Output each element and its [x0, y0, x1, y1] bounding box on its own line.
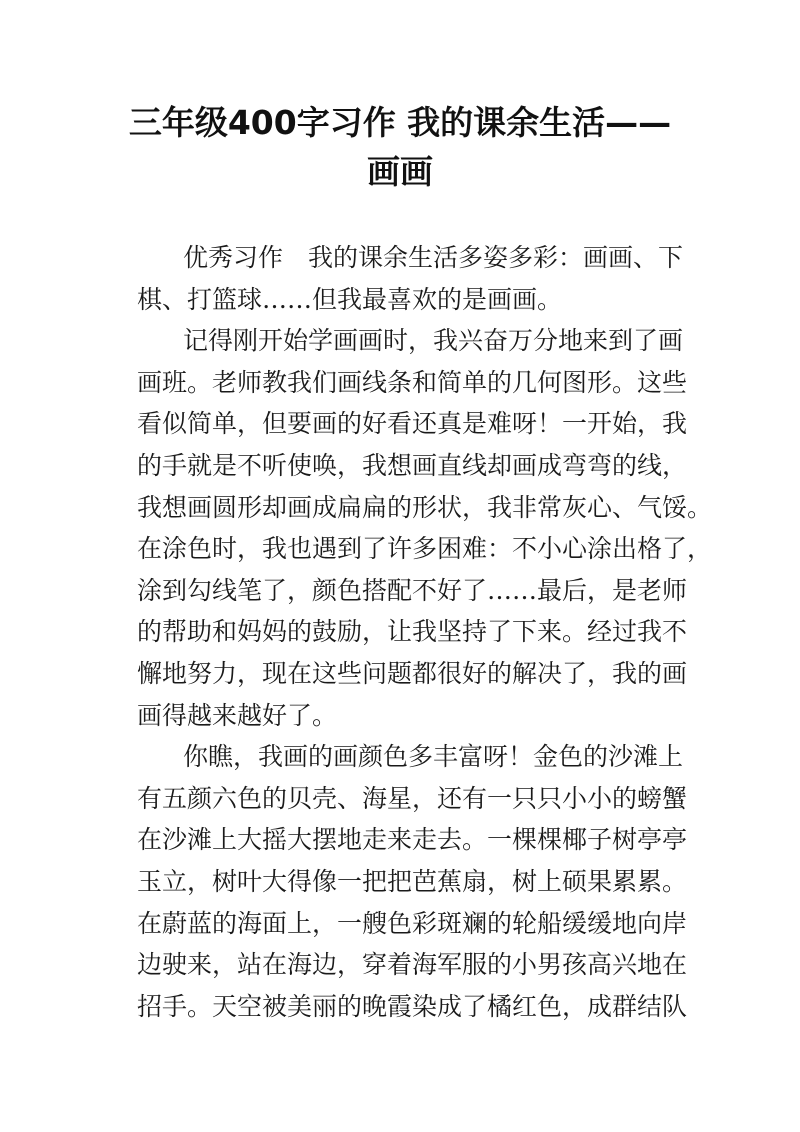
text-line: 有五颜六色的贝壳、海星，还有一只只小小的螃蟹 — [137, 783, 688, 813]
text-line: 画得越来越好了。 — [137, 700, 338, 730]
essay-body — [137, 237, 713, 1027]
document-title — [100, 98, 700, 196]
text-line: 在沙滩上大摇大摆地走来走去。一棵棵椰子树亭亭 — [137, 825, 688, 855]
text-line: 招手。天空被美丽的晚霞染成了橘红色，成群结队 — [137, 991, 688, 1021]
text-line: 涂到勾线笔了，颜色搭配不好了……最后，是老师 — [137, 575, 688, 605]
title-line-1: 三年级400字习作 我的课余生活—— — [128, 103, 672, 142]
text-line: 懈地努力，现在这些问题都很好的解决了，我的画 — [137, 658, 688, 688]
text-line: 优秀习作 我的课余生活多姿多彩：画画、下 — [183, 243, 684, 272]
text-line: 你瞧，我画的画颜色多丰富呀！金色的沙滩上 — [183, 742, 684, 772]
text-line: 看似简单，但要画的好看还真是难呀！一开始，我 — [137, 409, 688, 439]
title-line-2: 画画 — [367, 152, 433, 191]
text-line: 记得刚开始学画画时，我兴奋万分地来到了画 — [183, 326, 684, 356]
text-line: 棋、打篮球……但我最喜欢的是画画。 — [137, 284, 563, 314]
text-line: 的手就是不听使唤，我想画直线却画成弯弯的线， — [137, 450, 688, 480]
text-line: 玉立，树叶大得像一把把芭蕉扇，树上硕果累累。 — [137, 866, 688, 896]
text-line: 画班。老师教我们画线条和简单的几何图形。这些 — [137, 367, 688, 397]
text-line: 边驶来，站在海边，穿着海军服的小男孩高兴地在 — [137, 950, 688, 980]
text-line: 在涂色时，我也遇到了许多困难：不小心涂出格了， — [137, 534, 713, 564]
text-line: 在蔚蓝的海面上，一艘色彩斑斓的轮船缓缓地向岸 — [137, 908, 688, 938]
text-line: 的帮助和妈妈的鼓励，让我坚持了下来。经过我不 — [137, 617, 688, 647]
text-line: 我想画圆形却画成扁扁的形状，我非常灰心、气馁。 — [137, 492, 713, 522]
